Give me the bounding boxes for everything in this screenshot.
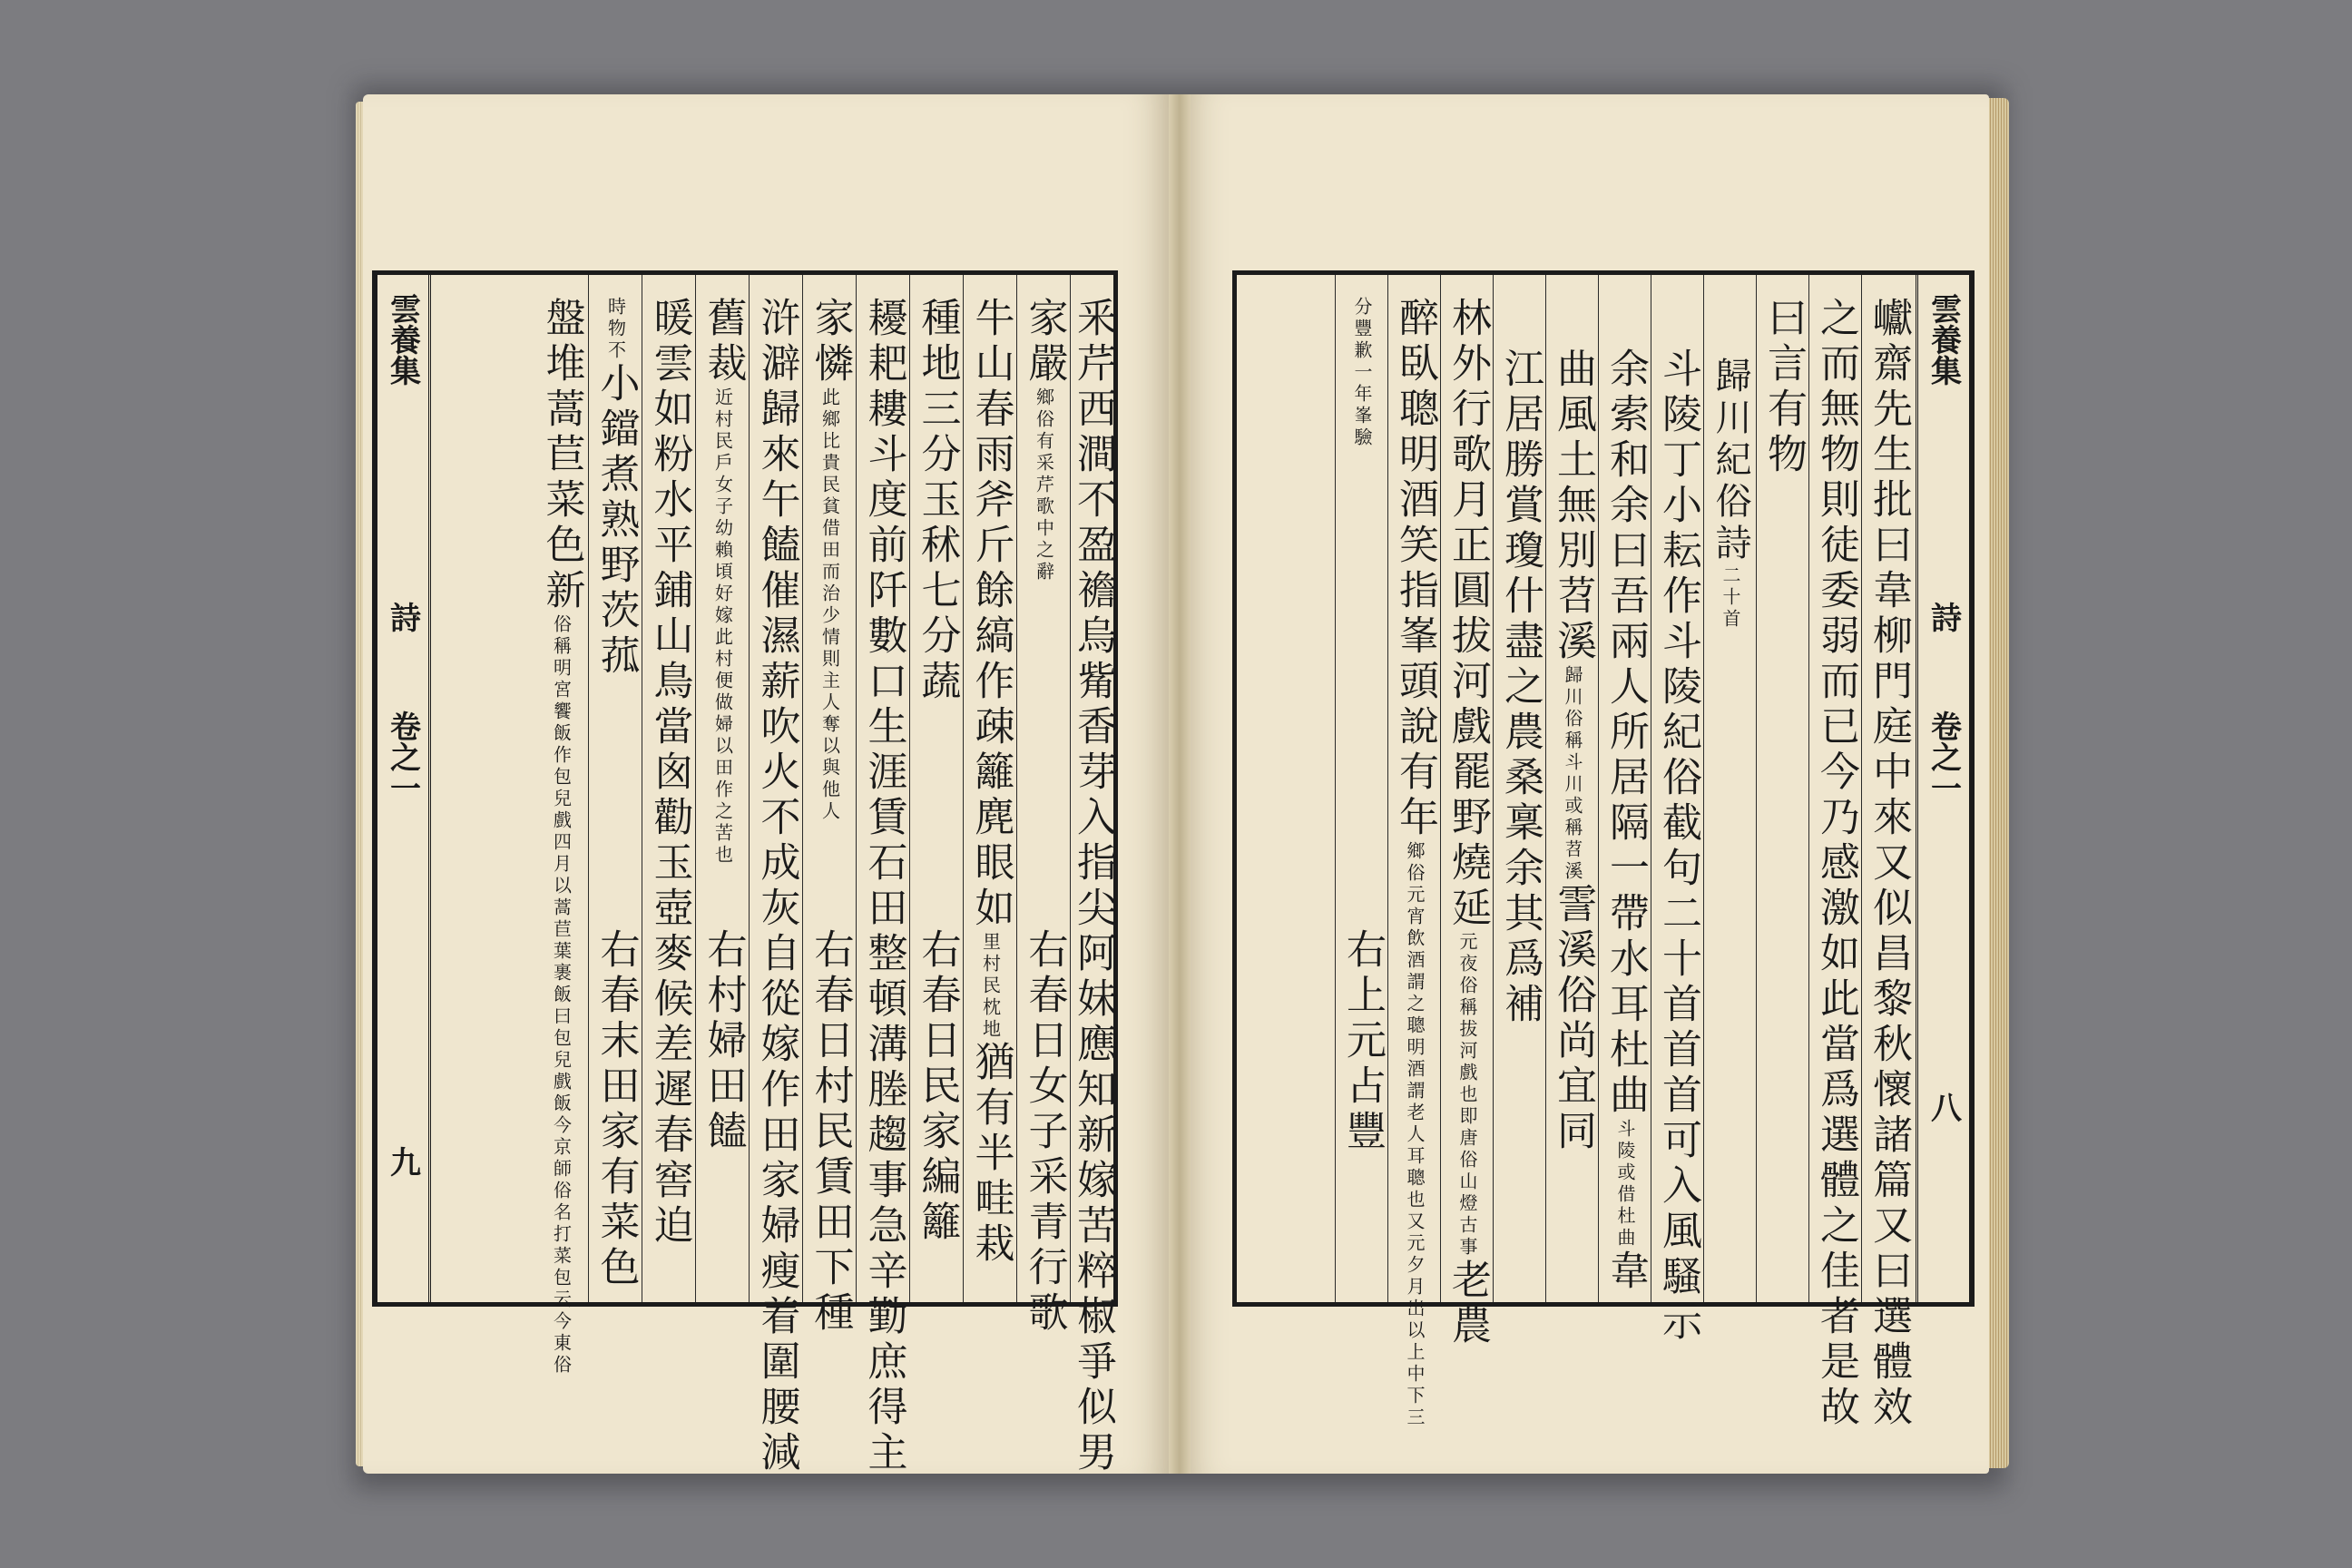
right-poem-count: 二十首 [1720,565,1741,631]
left-col-1-text: 釆芹西澗不盈襜烏觜香芽入指尖阿妹應知新嫁苦粹椒爭似男 [1070,297,1116,1476]
right-section: 詩 [1925,602,1962,632]
left-header-band [375,275,431,1302]
right-col-11-tail: 右上元占豐 [1339,928,1386,1155]
right-col-10 [1387,275,1441,1429]
right-col-6-text [1602,348,1649,1295]
right-volume: 卷之一 [1925,710,1962,803]
left-col-4-tail: 右春日民家編籬 [914,928,961,1246]
left-col-6-main: 家憐 [807,297,854,387]
left-col-11-main: 盤堆蒿苣菜色新 [538,297,585,614]
left-col-10 [588,275,642,1302]
left-col-8-text [700,297,747,867]
right-col-empty [1237,275,1335,1302]
left-col-4 [909,275,964,1302]
right-col-8 [1493,275,1546,1302]
left-col-2-main: 家嚴 [1021,297,1068,387]
right-col-6 [1598,275,1651,1302]
right-col-8-text: 江居勝賞瓊什盡之農桑稟余其爲補 [1497,348,1544,1028]
left-col-3 [963,275,1017,1302]
right-col-6-main: 余索和余曰吾兩人所居隔一帶水耳杜曲 [1602,348,1649,1119]
right-col-11-note-wrap [1342,297,1382,449]
right-poem-title: 歸川紀俗詩 [1710,357,1751,565]
left-col-5 [856,275,910,1476]
right-page-number: 八 [1925,1092,1962,1122]
right-col-5-text: 斗陵丁小耘作斗陵紀俗截句二十首首首可入風騷示 [1655,348,1701,1346]
right-col-7-note: 歸川俗稱斗川或稱苕溪 [1562,665,1583,883]
left-col-11-text [538,297,585,1377]
left-text-frame [372,270,1118,1476]
left-col-5-text: 耰耙耬斗度前阡數口生涯賃石田整頓溝塍趨事急辛勤庶得主 [860,297,907,1476]
right-col-5 [1651,275,1704,1346]
right-col-6-note: 斗陵或借杜曲 [1614,1119,1636,1250]
left-col-10-main: 時物 [604,297,627,340]
right-col-10-note: 鄉俗元宵飲酒謂之聰明酒謂老人耳聰也又元夕月出以上中下三 [1404,841,1426,1429]
left-col-10-text [593,297,640,680]
left-book-title: 雲養集 [384,293,421,386]
right-col-11 [1335,275,1388,1302]
right-col-7-main: 曲風土無別苕溪 [1550,348,1596,665]
left-col-10-note: 不 [604,340,627,362]
left-col-7 [749,275,803,1476]
left-col-7-text: 浒澼歸來午饁催濕薪吹火不成灰自從嫁作田家婦瘦着圍腰減 [753,297,800,1476]
left-col-11-note: 俗稱明宮饗飯作包兒戲四月以蒿苣葉裹飯曰包兒戲飯今京師俗名打菜包云今東俗 [550,614,573,1377]
right-col-11-note: 分豐歉一年峯驗 [1351,297,1373,449]
right-col-4 [1703,275,1757,1302]
left-col-6-tail: 右春日村民賃田下種 [807,928,854,1337]
left-col-9 [642,275,696,1302]
left-page-number: 九 [384,1146,421,1177]
right-col-10-main: 醉臥聰明酒笑指峯頭說有年 [1392,297,1438,841]
left-col-2-note: 鄉俗有采芹歌中之辭 [1033,387,1055,583]
right-col-2-text: 之而無物則徒委弱而已今乃感激如此當爲選體之佳者是故 [1813,297,1859,1431]
left-volume: 卷之一 [384,710,421,803]
right-col-9-main: 林外行歌月正圓拔河戲罷野燒延 [1445,297,1491,932]
right-col-9-note: 元夜俗稱拔河戲也即唐俗山燈古事 [1456,932,1478,1259]
left-col-8-tail: 右村婦田饁 [700,928,747,1155]
left-col-3-note: 里村民枕地 [979,932,1002,1041]
left-col-8 [695,275,750,1302]
right-col-7 [1545,275,1599,1302]
left-col-3-tail: 猶有半畦栽 [967,1041,1014,1268]
left-col-11 [534,275,588,1377]
left-col-3-main: 牛山春雨斧斤餘縞作疎籬麂眼如 [967,297,1014,932]
left-col-10-text2: 小鐺煮熟野茨菰 [593,362,640,680]
left-col-1 [1070,275,1116,1476]
right-text-frame [1232,270,1975,1431]
left-col-3-text [967,297,1014,1268]
right-col-3-text: 曰言有物 [1760,297,1807,478]
right-col-1 [1861,275,1915,1431]
left-col-2-tail: 右春日女子采青行歌 [1021,928,1068,1337]
right-col-9-tail: 老農 [1445,1259,1491,1349]
right-col-9-text [1445,297,1491,1349]
left-col-6-text [807,297,854,823]
right-col-9 [1440,275,1494,1349]
right-col-1-text: 巘齋先生批曰韋柳門庭中來又似昌黎秋懷諸篇又曰選體效 [1866,297,1912,1431]
right-col-7-text [1550,348,1596,1155]
left-col-8-main: 舊裁 [700,297,747,387]
right-col-6-tail: 韋 [1602,1250,1649,1295]
left-col-2-text [1021,297,1068,583]
right-book-title: 雲養集 [1925,293,1962,386]
left-col-6 [802,275,857,1337]
right-col-3 [1756,275,1809,1302]
left-col-9-text: 暖雲如粉水平鋪山鳥當囪勸玉壺麥候差遲春窖迫 [646,297,693,1250]
left-col-8-note: 近村民戶女子幼賴頃好嫁此村便做婦以田作之苦也 [711,387,734,867]
right-col-4-text [1710,357,1750,631]
left-col-10-tail: 右春末田家有菜色 [593,928,640,1291]
right-header-band [1916,275,1972,1302]
left-col-4-text: 種地三分玉秫七分蔬 [914,297,961,705]
book-spine [1169,94,1191,1474]
right-col-10-text [1392,297,1438,1429]
right-col-7-text2: 霅溪俗尚宜同 [1550,883,1596,1155]
right-col-2 [1808,275,1862,1431]
left-section: 詩 [384,602,421,632]
left-col-6-note: 此鄉比貴民貧借田而治少情則主人奪以與他人 [818,387,841,823]
left-col-2 [1016,275,1071,1337]
